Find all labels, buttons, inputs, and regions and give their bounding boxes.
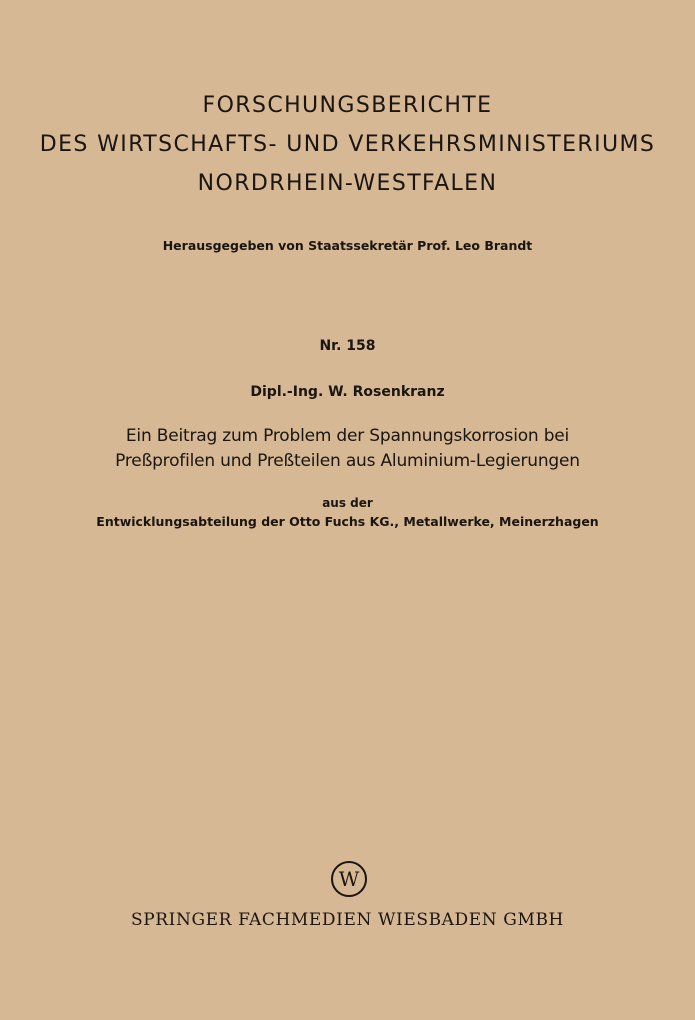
editor-line: Herausgegeben von Staatssekretär Prof. Leo Brandt bbox=[162, 238, 533, 253]
series-title-line-2: DES WIRTSCHAFTS- UND VERKEHRSMINISTERIUMS bbox=[39, 132, 656, 157]
series-title-line-3: NORDRHEIN-WESTFALEN bbox=[197, 171, 498, 196]
series-title-line-1: FORSCHUNGSBERICHTE bbox=[202, 93, 493, 118]
publisher-name: SPRINGER FACHMEDIEN WIESBADEN GMBH bbox=[131, 910, 564, 930]
origin-line-2: Entwicklungsabteilung der Otto Fuchs KG., Metallwerke, Meinerzhagen bbox=[96, 514, 599, 529]
origin-line-1: aus der bbox=[322, 496, 373, 510]
book-title-line-2: Preßprofilen und Preßteilen aus Aluminium-Legierungen bbox=[115, 451, 580, 471]
author: Dipl.-Ing. W. Rosenkranz bbox=[250, 384, 445, 400]
book-title-line-1: Ein Beitrag zum Problem der Spannungskorrosion bei bbox=[125, 426, 570, 446]
springer-vs-logo-icon bbox=[330, 860, 368, 898]
logo-letter: W bbox=[338, 867, 360, 891]
volume-number: Nr. 158 bbox=[319, 338, 376, 354]
